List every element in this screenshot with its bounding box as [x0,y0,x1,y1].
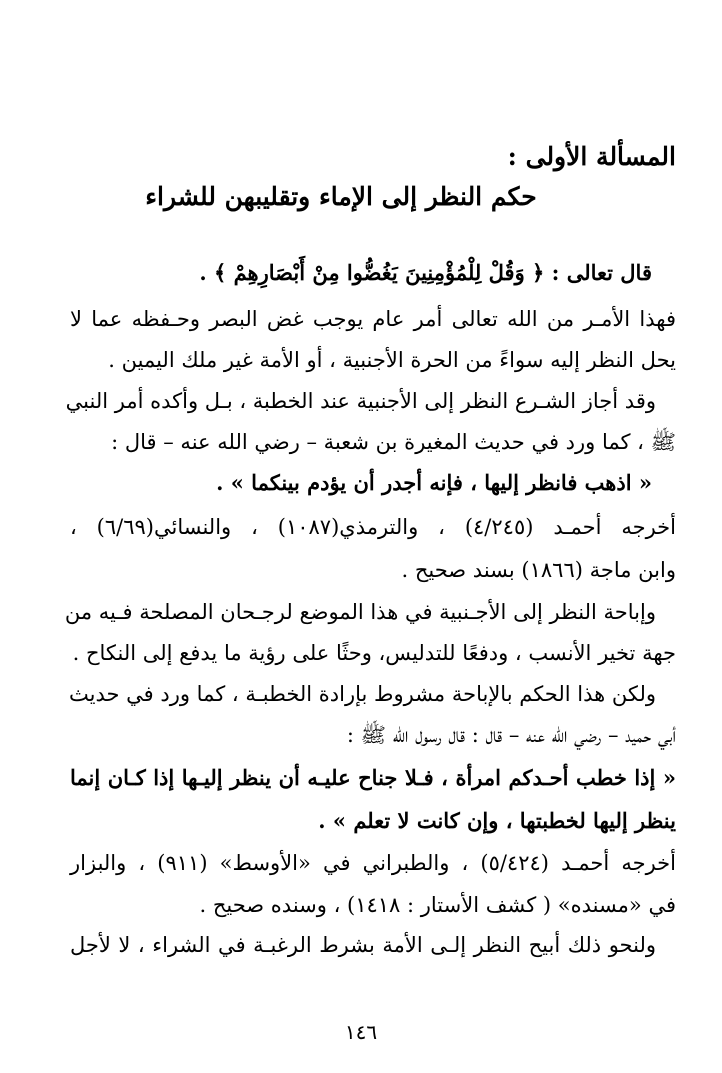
hadith-line: ينظر إليها لخطبتها ، وإن كانت لا تعلم » . [318,808,676,833]
paragraph-line: يحل النظر إليه سواءً من الحرة الأجنبية ، أو الأمة غير ملك اليمين . [108,348,676,372]
page-number: ١٤٦ [344,1020,378,1044]
paragraph-line: جهة تخير الأنسب ، ودفعًا للتدليس، وحثًا على رؤية ما يدفع إلى النكاح . [72,641,676,665]
paragraph-line: ﷺ ، كما ورد في حديث المغيرة بن شعبة – رضي الله عنه – قال : [111,430,676,454]
paragraph-line: أبي حميد – رضي الله عنه – قال : قال رسول الله ﷺ : [346,723,676,747]
citation-line: وابن ماجة (١٨٦٦) بسند صحيح . [401,558,676,582]
paragraph-line: فهذا الأمـر من الله تعالى أمر عام يوجب غض البصر وحـفظه عما لا [70,307,676,331]
citation-line: أخرجه أحمـد (٤/٢٤٥) ، والترمذي(١٠٨٧) ، والنسائي(٦/٦٩) ، [70,515,676,539]
paragraph-line: ولنحو ذلك أبيح النظر إلـى الأمة بشرط الرغبـة في الشراء ، لا لأجل [70,933,656,957]
citation-line: أخرجه أحمـد (٥/٤٢٤) ، والطبراني في «الأوسط» (٩١١) ، والبزار [70,851,676,875]
citation-line: في «مسنده» ( كشف الأستار : ١٤١٨) ، وسنده صحيح . [199,893,676,917]
paragraph-line: وإباحة النظر إلى الأجـنبية في هذا الموضع لرجـحان المصلحة فـيه من [64,600,656,624]
hadith-line: « اذهب فانظر إليها ، فإنه أجدر أن يؤدم بينكما » . [216,470,652,495]
hadith-line: « إذا خطب أحـدكم امرأة ، فـلا جناح عليـه أن ينظر إليـها إذا كـان إنما [70,765,676,790]
issue-title: المسألة الأولى : [507,142,676,171]
paragraph-line: وقد أجاز الشـرع النظر إلى الأجنبية عند الخطبة ، بـل وأكده أمر النبي [65,389,656,413]
paragraph-line: ولكن هذا الحكم بالإباحة مشروط بإرادة الخطبـة ، كما ورد في حديث [69,682,656,706]
issue-subtitle: حكم النظر إلى الإماء وتقليبهن للشراء [145,182,537,211]
quran-verse-line: قال تعالى : ﴿ وَقُلْ لِلْمُؤْمِنِينَ يَغُضُّوا مِنْ أَبْصَارِهِمْ ﴾ . [199,260,652,285]
